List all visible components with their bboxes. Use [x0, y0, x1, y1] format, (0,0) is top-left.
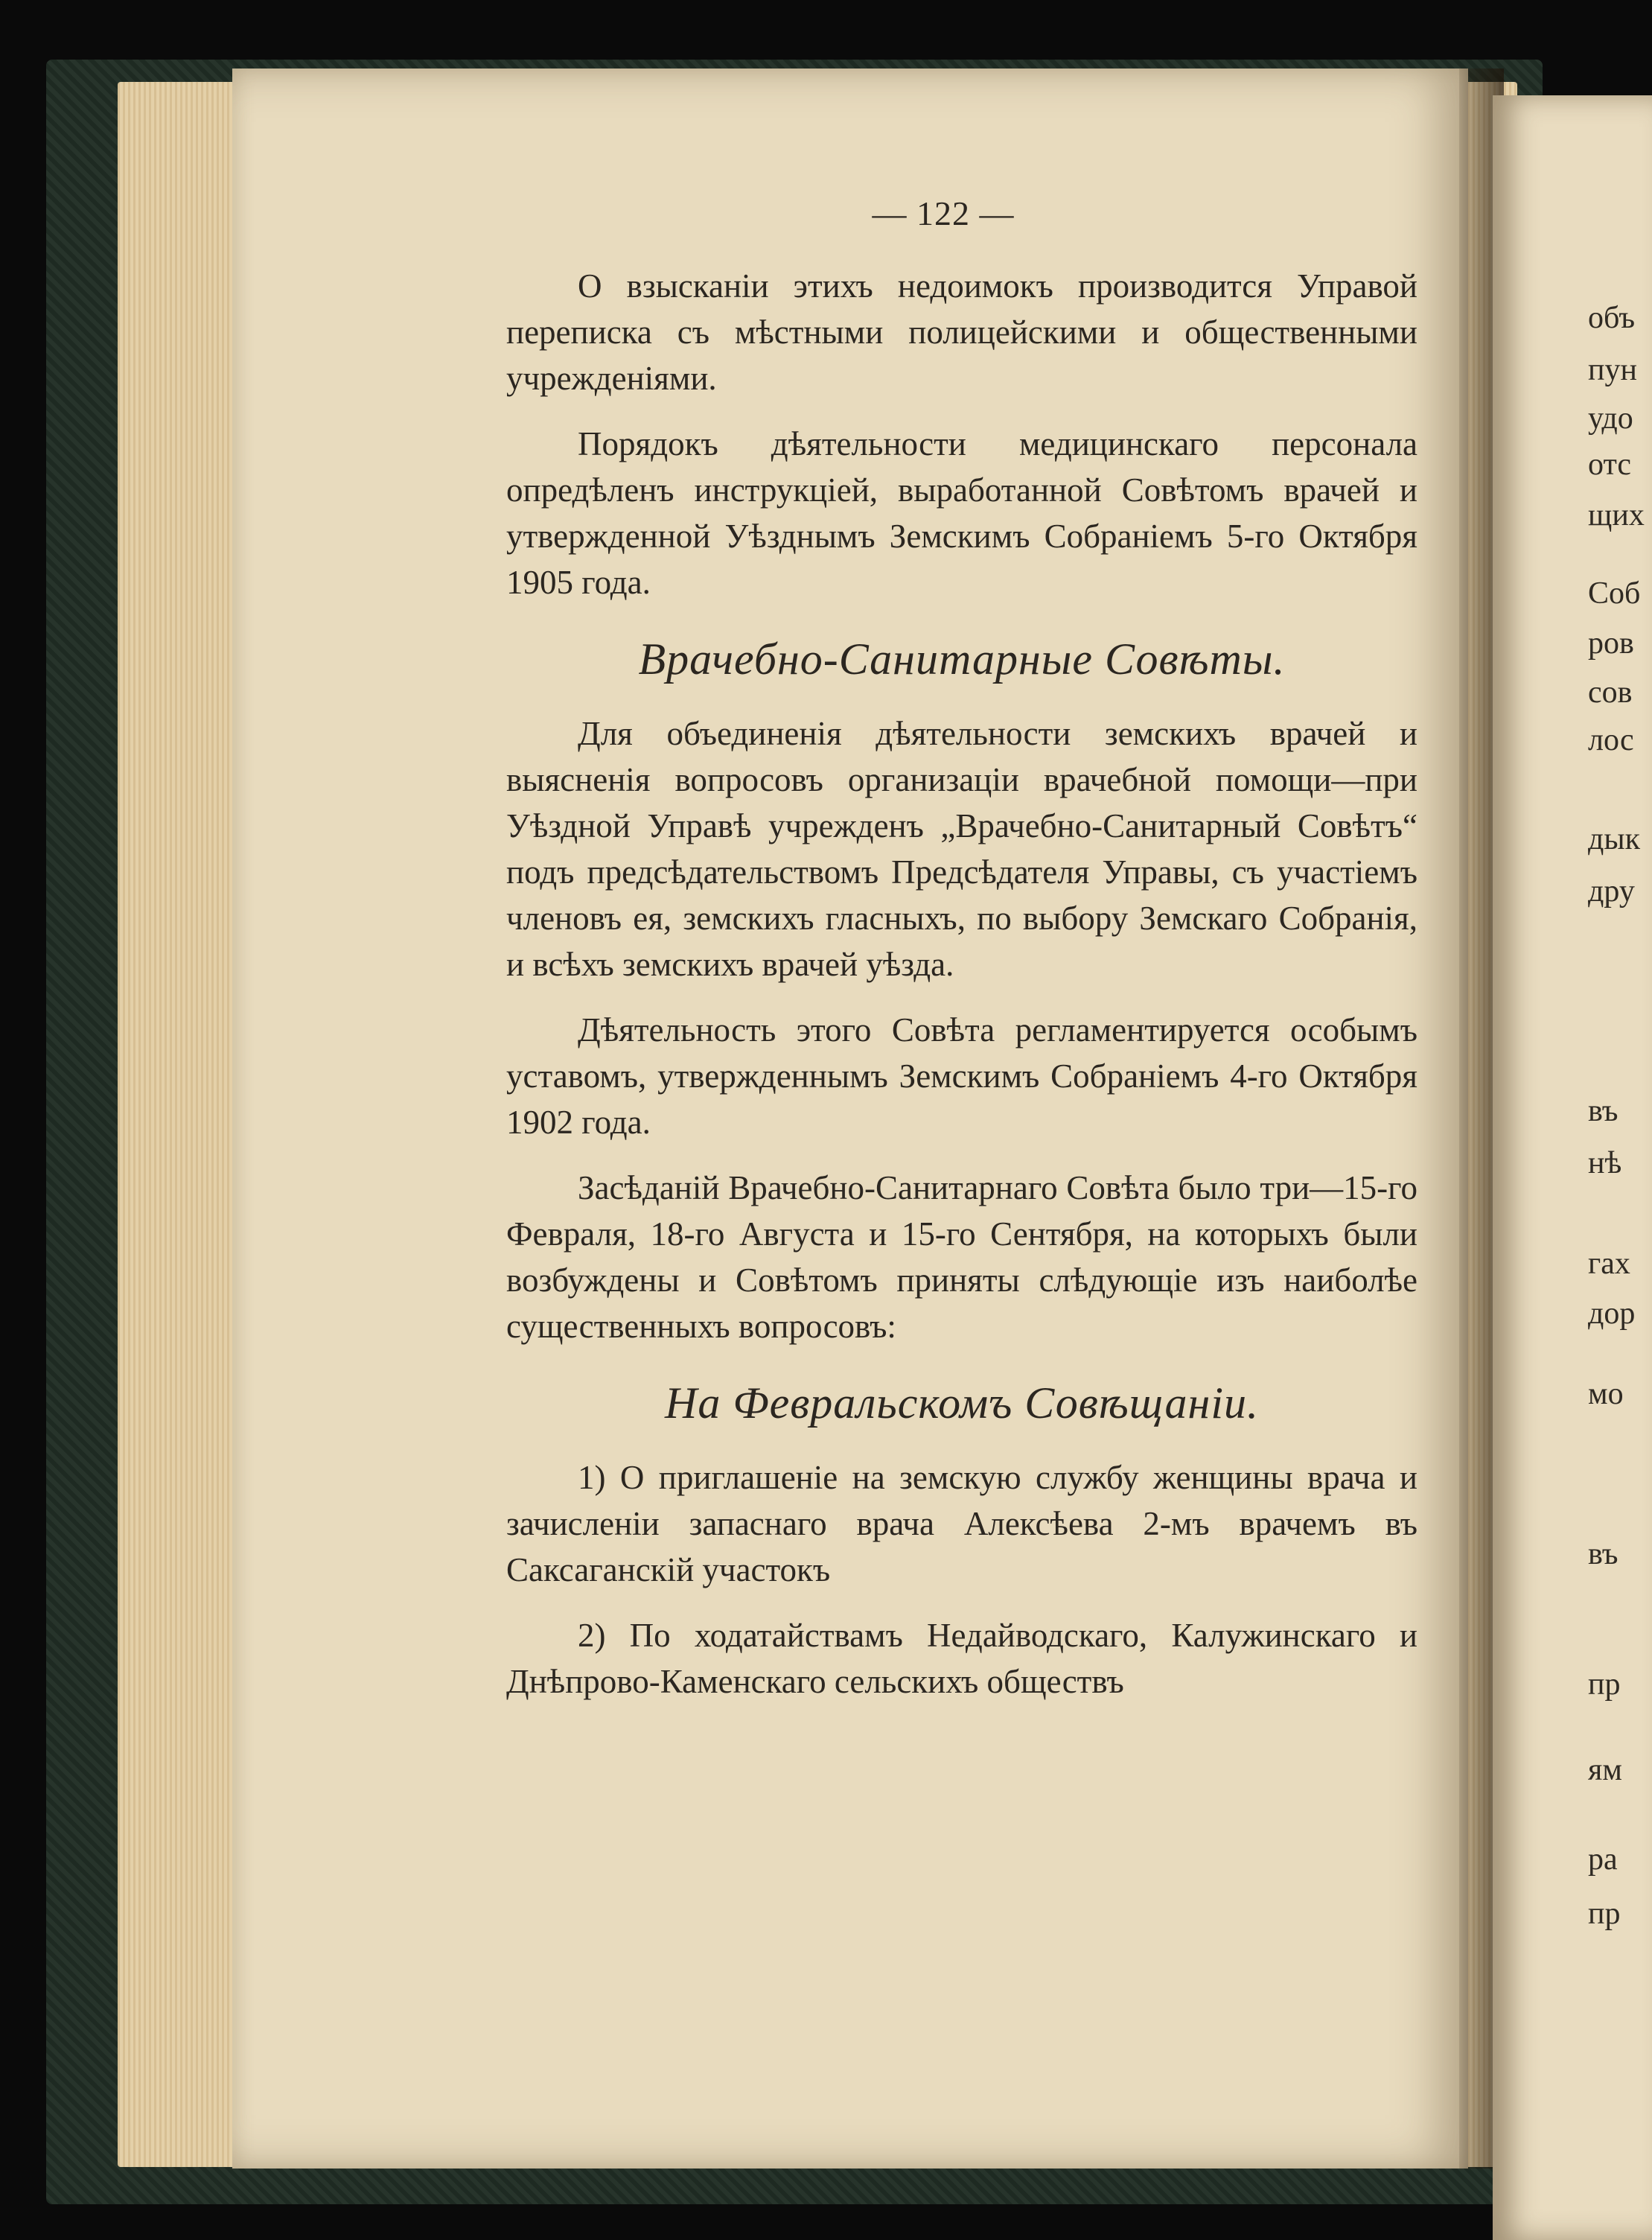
page-number: — 122 — — [872, 194, 1015, 232]
right-page-line: лос — [1588, 723, 1634, 757]
list-item: 1) О приглашеніе на земскую службу женщины врача и зачисленіи запаснаго врача Алексѣева 2-мъ врачемъ въ Саксаганскій участокъ — [506, 1459, 1417, 1588]
right-page-line: пр — [1588, 1667, 1621, 1702]
paragraph: Для объединенія дѣятельности земскихъ врачей и выясненія вопросовъ организаціи врачебной помощи—при Уѣздной Управѣ учрежденъ „Врачебно-Санитарный Совѣтъ“ подъ предсѣдательствомъ Предсѣдателя Управы, съ участіемъ членовъ ея, земскихъ гласныхъ, по выбору Земскаго Собранія, и всѣхъ земскихъ врачей уѣзда. — [506, 715, 1417, 983]
right-page-line: удо — [1588, 401, 1633, 436]
right-page-line: сов — [1588, 675, 1633, 710]
paragraph: Засѣданій Врачебно-Санитарнаго Совѣта было три—15-го Февраля, 18-го Августа и 15-го Сентября, на которыхъ были возбуждены и Совѣтомъ приняты слѣдующіе изъ наиболѣе существенныхъ вопросовъ: — [506, 1169, 1417, 1345]
paragraph: О взысканіи этихъ недоимокъ производится Управой переписка съ мѣстными полицейскими и общественными учрежденіями. — [506, 267, 1417, 397]
page-content — [506, 194, 1417, 1724]
right-page-line: дык — [1588, 822, 1640, 856]
right-page-line: отс — [1588, 448, 1631, 482]
list-item: 2) По ходатайствамъ Недайводскаго, Калужинскаго и Днѣпрово-Каменскаго сельскихъ обществъ — [506, 1617, 1417, 1700]
paragraph: Порядокъ дѣятельности медицинскаго персонала опредѣленъ инструкціей, выработанной Совѣтомъ врачей и утвержденной Уѣзднымъ Земскимъ Собраніемъ 5-го Октября 1905 года. — [506, 425, 1417, 601]
right-page-line: мо — [1588, 1377, 1624, 1411]
paragraph: Дѣятельность этого Совѣта регламентируется особымъ уставомъ, утвержденнымъ Земскимъ Собраніемъ 4-го Октября 1902 года. — [506, 1011, 1417, 1141]
section-heading: Врачебно-Санитарные Совѣты. — [638, 634, 1286, 684]
right-page-line: въ — [1588, 1094, 1618, 1128]
right-page-line: пр — [1588, 1897, 1621, 1931]
right-page-line: щих — [1588, 498, 1645, 532]
section-heading: На Февральскомъ Совѣщаніи. — [664, 1378, 1259, 1428]
right-page-line: дор — [1588, 1296, 1636, 1331]
right-page-line: объ — [1588, 301, 1636, 335]
right-page-line: пун — [1588, 353, 1637, 387]
right-page-line: гах — [1588, 1247, 1630, 1281]
right-page-line: въ — [1588, 1537, 1618, 1571]
right-page-line: ям — [1588, 1753, 1622, 1787]
right-page — [1493, 95, 1652, 2240]
right-page-line: нѣ — [1588, 1146, 1622, 1180]
right-page-line: ра — [1588, 1842, 1618, 1877]
right-page-line: дру — [1588, 874, 1635, 909]
right-page-line: ров — [1588, 626, 1634, 661]
right-page-line: Соб — [1588, 576, 1641, 611]
